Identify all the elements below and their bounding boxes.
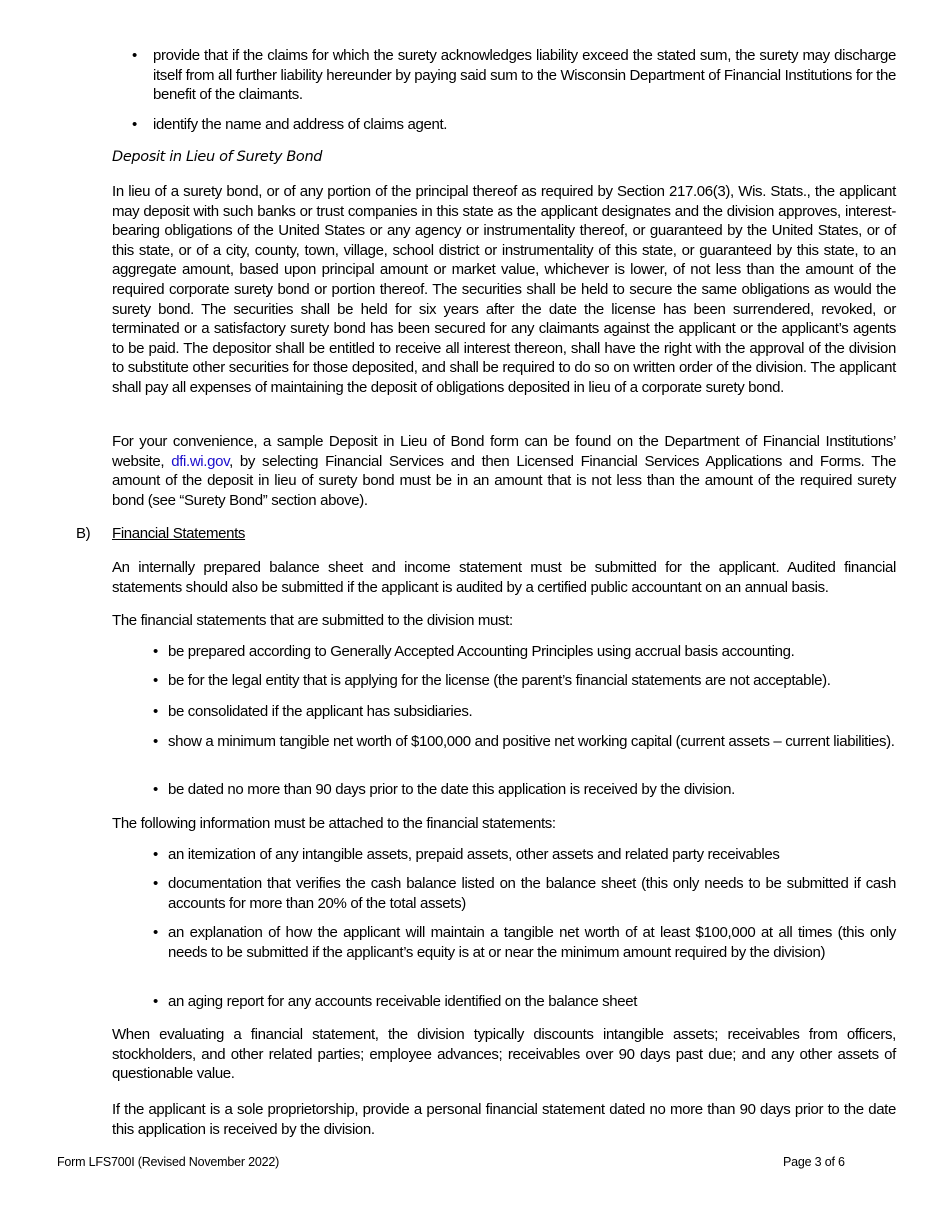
deposit-paragraph-2-lead: For your convenience, a sample Deposit in Lieu of Bond form can be found on the Department of Financial Institutions’ website, bbox=[112, 433, 896, 470]
top-bullet-1-text: provide that if the claims for which the surety acknowledges liability exceed the stated sum, the surety may discharge itself from all further liability hereunder by paying said sum to the Wisconsin Department of Financial Institutions for the benefit of the claimants. bbox=[153, 47, 896, 104]
bullet-dot: • bbox=[153, 643, 158, 660]
bullet-dot: • bbox=[132, 116, 137, 133]
bullet-dot: • bbox=[153, 733, 158, 750]
bullet-dot: • bbox=[153, 781, 158, 798]
bullet-dot: • bbox=[153, 875, 158, 892]
must-item-3-text: be consolidated if the applicant has subsidiaries. bbox=[168, 703, 473, 720]
attach-item-2-text: documentation that verifies the cash balance listed on the balance sheet (this only needs to be submitted if cash accounts for more than 20% of the total assets) bbox=[168, 875, 896, 912]
sole-proprietorship-paragraph: If the applicant is a sole proprietorship, provide a personal financial statement dated no more than 90 days prior to the date this application is received by the division. bbox=[112, 1101, 896, 1138]
bullet-dot: • bbox=[153, 993, 158, 1010]
section-b-letter: B) bbox=[76, 525, 91, 542]
must-item-2-text: be for the legal entity that is applying for the license (the parent’s financial statements are not acceptable). bbox=[168, 672, 831, 689]
evaluating-paragraph: When evaluating a financial statement, the division typically discounts intangible assets; receivables from officers, stockholders, and other related parties; employee advances; receivables over 90 days past due; and any other assets of questionable value. bbox=[112, 1026, 896, 1083]
must-lead: The financial statements that are submitted to the division must: bbox=[112, 612, 513, 629]
dfi-website-link[interactable]: dfi.wi.gov bbox=[171, 452, 230, 470]
must-item-4-text: show a minimum tangible net worth of $100,000 and positive net working capital (current assets – current liabilities). bbox=[168, 733, 895, 750]
deposit-paragraph-2-tail: , by selecting Financial Services and then Licensed Financial Services Applications and Forms. The amount of the deposit in lieu of surety bond must be in an amount that is not less than the amount of the required surety bond (see “Surety Bond” section above). bbox=[112, 452, 896, 509]
attach-item-1-text: an itemization of any intangible assets, prepaid assets, other assets and related party receivables bbox=[168, 846, 780, 863]
deposit-heading: Deposit in Lieu of Surety Bond bbox=[112, 149, 323, 165]
bullet-dot: • bbox=[132, 47, 137, 64]
bullet-dot: • bbox=[153, 703, 158, 720]
must-item-1-text: be prepared according to Generally Accepted Accounting Principles using accrual basis accounting. bbox=[168, 643, 795, 660]
deposit-paragraph-1: In lieu of a surety bond, or of any portion of the principal thereof as required by Section 217.06(3), Wis. Stats., the applicant may deposit with such banks or trust companies in this state as the applicant designates and the division approves, interest-bearing obligations of the United States or any agency or instrumentality thereof, or guaranteed by the United States, or of this state, or of a city, county, town, village, school district or instrumentality of this state, or guaranteed by this state, to an aggregate amount, based upon principal amount or market value, whichever is lower, of not less than the amount of the required corporate surety bond or portion thereof. The securities shall be held to secure the same obligations as would the surety bond. The securities shall be held for six years after the date the license has been surrendered, revoked, or terminated or a satisfactory surety bond has been secured for any claimants against the applicant or the applicant’s agents to be paid. The depositor shall be entitled to receive all interest thereon, shall have the right with the approval of the division to substitute other securities for those deposited, and shall be required to do so on written order of the division. The applicant shall pay all expenses of maintaining the deposit of obligations deposited in lieu of a corporate surety bond. bbox=[112, 183, 896, 396]
bullet-dot: • bbox=[153, 672, 158, 689]
top-bullet-2-text: identify the name and address of claims agent. bbox=[153, 116, 448, 133]
footer-page-number: Page 3 of 6 bbox=[783, 1155, 845, 1169]
section-b-title: Financial Statements bbox=[112, 525, 246, 542]
bullet-dot: • bbox=[153, 846, 158, 863]
attach-item-3-text: an explanation of how the applicant will maintain a tangible net worth of at least $100,000 at all times (this only needs to be submitted if the applicant’s equity is at or near the minimum amount required by the division) bbox=[168, 924, 896, 961]
bullet-dot: • bbox=[153, 924, 158, 941]
attach-lead: The following information must be attached to the financial statements: bbox=[112, 815, 556, 832]
footer-form-id: Form LFS700I (Revised November 2022) bbox=[57, 1155, 280, 1169]
must-item-5-text: be dated no more than 90 days prior to the date this application is received by the division. bbox=[168, 781, 735, 798]
section-b-intro: An internally prepared balance sheet and income statement must be submitted for the applicant. Audited financial statements should also be submitted if the applicant is audited by a certified public accountant on an annual basis. bbox=[112, 559, 896, 596]
attach-item-4-text: an aging report for any accounts receivable identified on the balance sheet bbox=[168, 993, 638, 1010]
deposit-paragraph-2 bbox=[112, 432, 896, 510]
